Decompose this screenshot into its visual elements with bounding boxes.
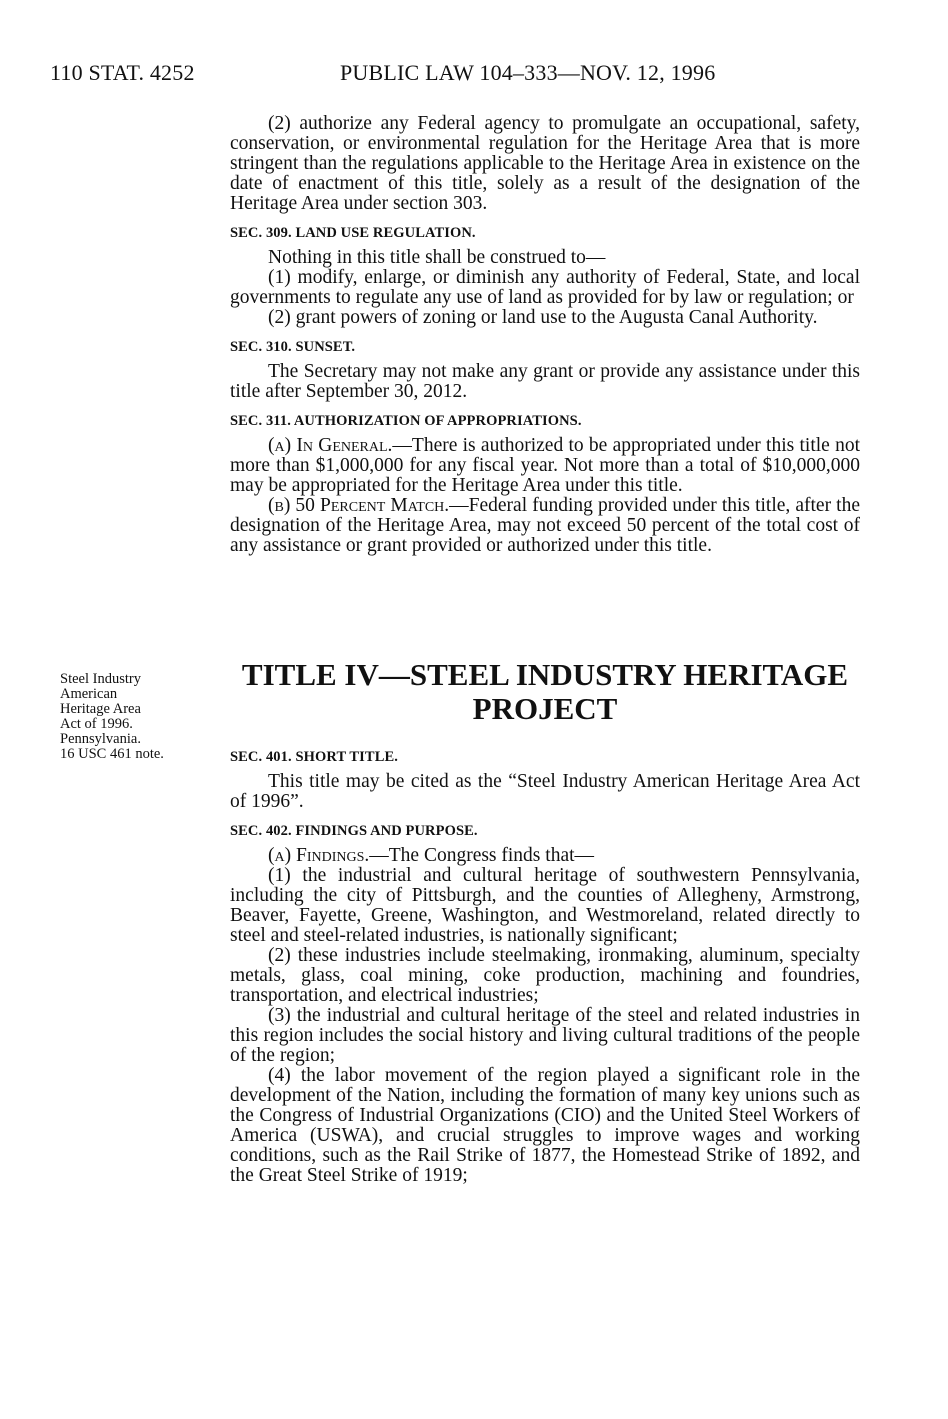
sec-309-item-1: (1) modify, enlarge, or diminish any authority of Federal, State, and local governments to regulate any use of land as provided for by law or regulation; or	[230, 267, 860, 308]
margin-note-line: American	[60, 686, 118, 702]
margin-note-line: Pennsylvania.	[60, 731, 141, 747]
sec-309-item-2: (2) grant powers of zoning or land use to the Augusta Canal Authority.	[268, 307, 818, 328]
title-iv-line-2: PROJECT	[472, 691, 618, 726]
sec-402-heading: SEC. 402. FINDINGS AND PURPOSE.	[230, 823, 478, 839]
title-iv-heading	[230, 658, 860, 726]
running-header	[50, 60, 880, 90]
sec-311-heading: SEC. 311. AUTHORIZATION OF APPROPRIATIONS.	[230, 413, 582, 429]
margin-note-line: Act of 1996.	[60, 716, 133, 732]
finding-3: (3) the industrial and cultural heritage of the steel and related industries in this region includes the social history and living cultural traditions of the people of the region;	[230, 1005, 860, 1066]
finding-4: (4) the labor movement of the region played a significant role in the development of the Nation, including the formation of many key unions such as the Congress of Industrial Organizations (CIO) and the United Steel Workers of America (USWA), and crucial struggles to improve wages and working conditions, such as the Rail Strike of 1877, the Homestead Strike of 1892, and the Great Steel Strike of 1919;	[230, 1065, 860, 1186]
lower-text-block	[230, 748, 860, 1186]
sec-311-b-text: —Federal funding provided under this title, after the designation of the Heritage Area, may not exceed 50 percent of the total cost of any assistance or grant provided or authorized under this title.	[230, 495, 860, 556]
title-iv-line-1: TITLE IV—STEEL INDUSTRY HERITAGE	[241, 657, 849, 692]
sec-309-heading: SEC. 309. LAND USE REGULATION.	[230, 225, 476, 241]
sec-401-text: This title may be cited as the “Steel Industry American Heritage Area Act of 1996”.	[230, 771, 860, 812]
sec-311-b-label: (b) 50 Percent Match.	[268, 495, 450, 516]
sec-309-intro: Nothing in this title shall be construed to—	[268, 247, 606, 268]
paragraph-2-authorize: (2) authorize any Federal agency to promulgate an occupational, safety, conservation, or environmental regulation for the Heritage Area that is more stringent than the regulations applicable to the Heritage Area in existence on the date of enactment of this title, solely as a result of the designation of the Heritage Area under section 303.	[230, 113, 860, 214]
sec-311-a-text: —There is authorized to be appropriated under this title not more than $1,000,000 for any fiscal year. Not more than a total of $10,000,000 may be appropriated for the Heritage Area under this title.	[230, 435, 860, 496]
sec-311-a	[230, 436, 860, 496]
margin-note	[60, 672, 230, 762]
sec-310-heading: SEC. 310. SUNSET.	[230, 339, 356, 355]
finding-2: (2) these industries include steelmaking, ironmaking, aluminum, specialty metals, glass, coal mining, coke production, machining and foundries, transportation, and electrical industries;	[230, 945, 860, 1006]
upper-text-block	[230, 114, 860, 556]
sec-311-b	[230, 496, 860, 556]
sec-401-heading: SEC. 401. SHORT TITLE.	[230, 749, 398, 765]
sec-402-a	[230, 846, 860, 866]
public-law-citation: PUBLIC LAW 104–333—NOV. 12, 1996	[340, 60, 716, 85]
stat-citation: 110 STAT. 4252	[50, 60, 195, 85]
sec-311-a-label: (a) In General.	[268, 435, 393, 456]
sec-402-a-label: (a) Findings.	[268, 845, 370, 866]
margin-note-line: Steel Industry	[60, 671, 141, 687]
finding-1: (1) the industrial and cultural heritage of southwestern Pennsylvania, including the city of Pittsburgh, and the counties of Allegheny, Armstrong, Beaver, Fayette, Greene, Washington, and Westmoreland, related directly to steel and steel-related industries, is nationally significant;	[230, 865, 860, 946]
margin-note-line: Heritage Area	[60, 701, 141, 717]
margin-note-line: 16 USC 461 note.	[60, 746, 164, 762]
sec-310-text: The Secretary may not make any grant or provide any assistance under this title after September 30, 2012.	[230, 361, 860, 402]
sec-402-a-text: —The Congress finds that—	[369, 845, 595, 866]
